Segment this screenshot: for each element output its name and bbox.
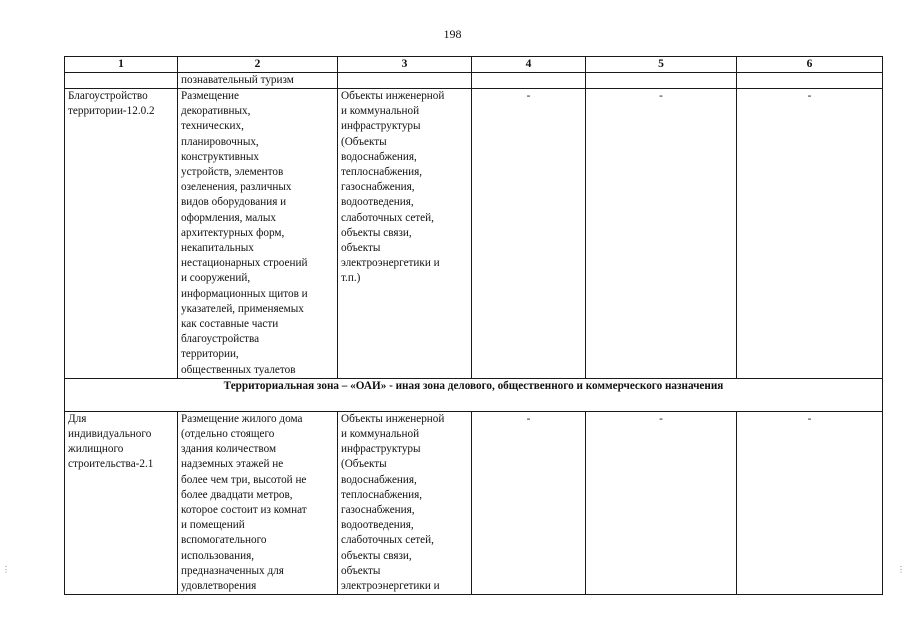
table-cell — [737, 73, 883, 89]
column-header-5: 5 — [586, 57, 737, 73]
column-header-3: 3 — [338, 57, 472, 73]
table-cell: - — [472, 411, 586, 594]
table-cell — [65, 73, 178, 89]
column-header-6: 6 — [737, 57, 883, 73]
table-cell: - — [737, 411, 883, 594]
table-cell: познавательный туризм — [178, 73, 338, 89]
page-number: 198 — [443, 27, 462, 41]
column-header-2: 2 — [178, 57, 338, 73]
table-header-row — [65, 57, 883, 73]
table-cell — [472, 73, 586, 89]
table-row-continuation — [65, 73, 883, 89]
table-cell: - — [472, 89, 586, 379]
use-type-cell: Для индивидуального жилищного строительства-2.1 — [65, 411, 178, 594]
use-type-cell: Благоустройство территории-12.0.2 — [65, 89, 178, 379]
scan-margin-mark-left: ⋮ — [2, 565, 10, 574]
table-cell — [586, 73, 737, 89]
table-cell: - — [586, 411, 737, 594]
table-cell: - — [586, 89, 737, 379]
table-cell: - — [737, 89, 883, 379]
land-use-table — [64, 56, 883, 595]
zone-title-row — [65, 378, 883, 411]
description-cell: Размещение жилого дома (отдельно стоящего здания количеством надземных этажей не более чем три, высотой не более двадцати метров, которое состоит из комнат и помещений вспомогательного использования, предназначенных для удовлетворения — [178, 411, 338, 594]
table-row — [65, 411, 883, 594]
zone-title: Территориальная зона – «ОАИ» - иная зона делового, общественного и коммерческого назначения — [65, 378, 883, 411]
column-header-1: 1 — [65, 57, 178, 73]
infrastructure-cell: Объекты инженерной и коммунальной инфраструктуры (Объекты водоснабжения, теплоснабжения, газоснабжения, водоотведения, слаботочных сетей, объекты связи, объекты электроэнергетики и т.п.) — [338, 89, 472, 379]
description-cell: Размещение декоративных, технических, планировочных, конструктивных устройств, элементов озеленения, различных видов оборудования и оформления, малых архитектурных форм, некапитальных нестационарных строений и сооружений, информационных щитов и указателей, применяемых как составные части благоустройства территории, общественных туалетов — [178, 89, 338, 379]
column-header-4: 4 — [472, 57, 586, 73]
infrastructure-cell: Объекты инженерной и коммунальной инфраструктуры (Объекты водоснабжения, теплоснабжения, газоснабжения, водоотведения, слаботочных сетей, объекты связи, объекты электроэнергетики и — [338, 411, 472, 594]
table-cell — [338, 73, 472, 89]
scan-margin-mark-right: ⋮ — [897, 565, 905, 574]
table-row — [65, 89, 883, 379]
